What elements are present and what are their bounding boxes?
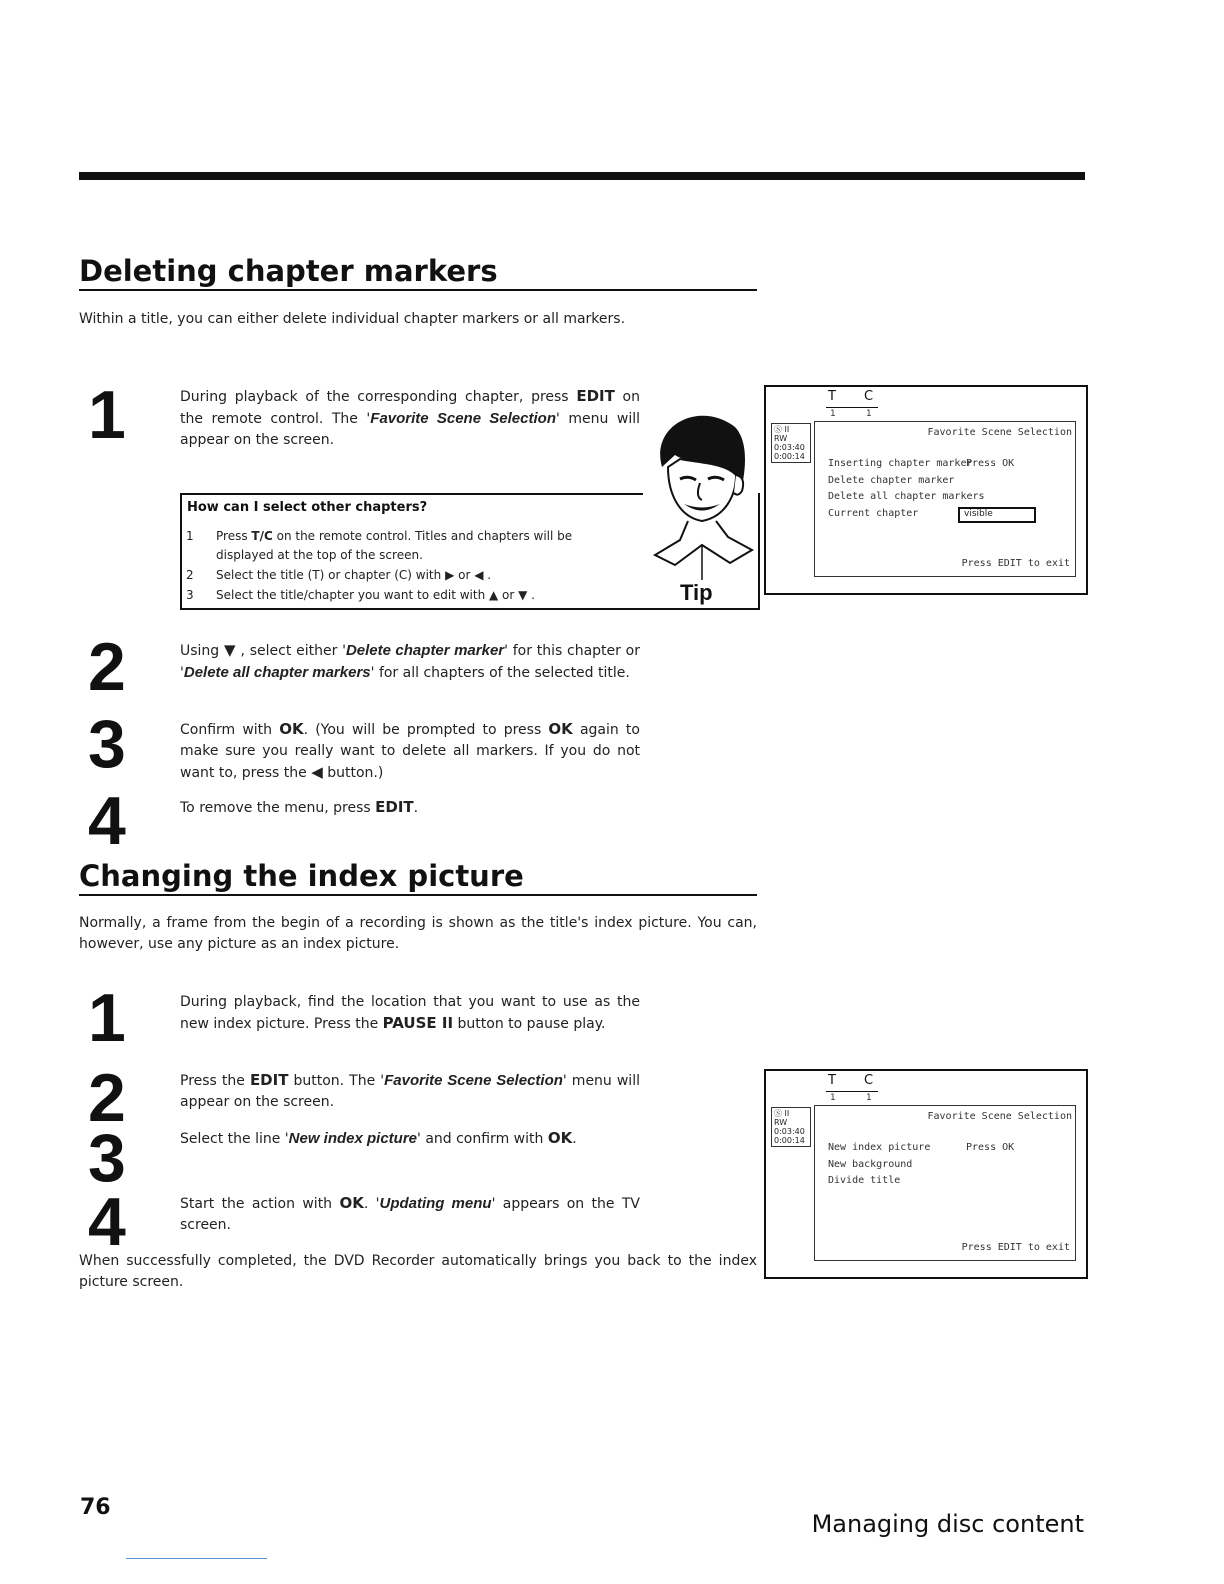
osd-press-ok: Press OK [966,458,1015,469]
osd-menu-item: New index picture [828,1142,931,1153]
tip-label: Tip [680,580,713,605]
osd-chapter-label: C [864,389,874,404]
osd-menu-title: Favorite Scene Selection [927,427,1072,438]
tip-row: 3 Select the title/chapter you want to edit with ▲ or ▼ . [186,588,535,602]
top-rule [79,172,1085,180]
osd-chapter-value: 1 [866,409,872,419]
osd-title-value: 1 [830,1093,836,1103]
osd-exit-hint: Press EDIT to exit [961,558,1070,569]
osd-menu-item: Divide title [828,1175,901,1186]
osd-status-icon: Ⓢ II RW 0:03:40 0:00:14 [771,423,811,463]
tip-title: How can I select other chapters? [187,500,428,515]
tip-row: 2 Select the title (T) or chapter (C) with ▶ or ◀ . [186,568,492,582]
osd-exit-hint: Press EDIT to exit [961,1242,1070,1253]
osd-menu-item: Inserting chapter marker [828,458,973,469]
osd-chapter-value: 1 [866,1093,872,1103]
section-heading-deleting: Deleting chapter markers [79,254,757,291]
tip-row: displayed at the top of the screen. [216,548,423,562]
page-number: 76 [80,1495,111,1520]
osd-title-value: 1 [830,409,836,419]
osd-menu-item: Current chapter [828,508,919,519]
step-text: Press the EDIT button. The 'Favorite Scene Selection' menu will appear on the screen. [180,1071,640,1110]
cartoon-face-icon [640,405,756,580]
osd-title-label: T [828,389,836,404]
step-number: 2 [88,1060,126,1136]
section-heading-index-picture: Changing the index picture [79,859,757,896]
step-text: Using ▼ , select either 'Delete chapter marker' for this chapter or 'Delete all chapter markers' for all chapters of the selected title. [180,641,640,681]
osd-tc-underline [826,1091,878,1092]
osd-chapter-label: C [864,1073,874,1088]
step-text: Start the action with OK. 'Updating menu' appears on the TV screen. [180,1194,640,1233]
osd-menu-item: Delete chapter marker [828,475,955,486]
osd-tc-underline [826,407,878,408]
osd-status-icon: Ⓢ II RW 0:03:40 0:00:14 [771,1107,811,1147]
step-number: 4 [88,1184,126,1260]
step-text: Confirm with OK. (You will be prompted to press OK again to make sure you really want to delete all markers. If you do not want to, press the ◀ button.) [180,720,640,781]
osd-title-label: T [828,1073,836,1088]
osd-current-chapter-field: visible [958,507,1036,523]
section-footer: Managing disc content [811,1510,1084,1538]
step-number: 4 [88,783,126,859]
step-text: Select the line 'New index picture' and confirm with OK. [180,1129,577,1147]
osd-menu-item: New background [828,1159,913,1170]
osd-press-ok: Press OK [966,1142,1015,1153]
footer-line [126,1558,267,1559]
step-number: 2 [88,629,126,705]
step-number: 3 [88,706,126,782]
step-number: 1 [88,377,126,453]
step-text: During playback of the corresponding chapter, press EDIT on the remote control. The 'Favorite Scene Selection' menu will appear on the screen. [180,387,640,448]
tip-top-line [180,493,643,495]
closing-text: When successfully completed, the DVD Recorder automatically brings you back to the index picture screen. [79,1253,757,1290]
osd-menu-item: Delete all chapter markers [828,491,985,502]
step-number: 3 [88,1120,126,1196]
tip-row: 1 Press T/C on the remote control. Titles and chapters will be [186,529,573,543]
step-text: To remove the menu, press EDIT. [180,798,419,816]
section-intro: Normally, a frame from the begin of a recording is shown as the title's index picture. You can, however, use any picture as an index picture. [79,915,757,952]
step-text: During playback, find the location that you want to use as the new index picture. Press the PAUSE II button to pause play. [180,994,640,1032]
step-number: 1 [88,980,126,1056]
osd-menu-title: Favorite Scene Selection [927,1111,1072,1122]
section-intro: Within a title, you can either delete individual chapter markers or all markers. [79,311,626,327]
